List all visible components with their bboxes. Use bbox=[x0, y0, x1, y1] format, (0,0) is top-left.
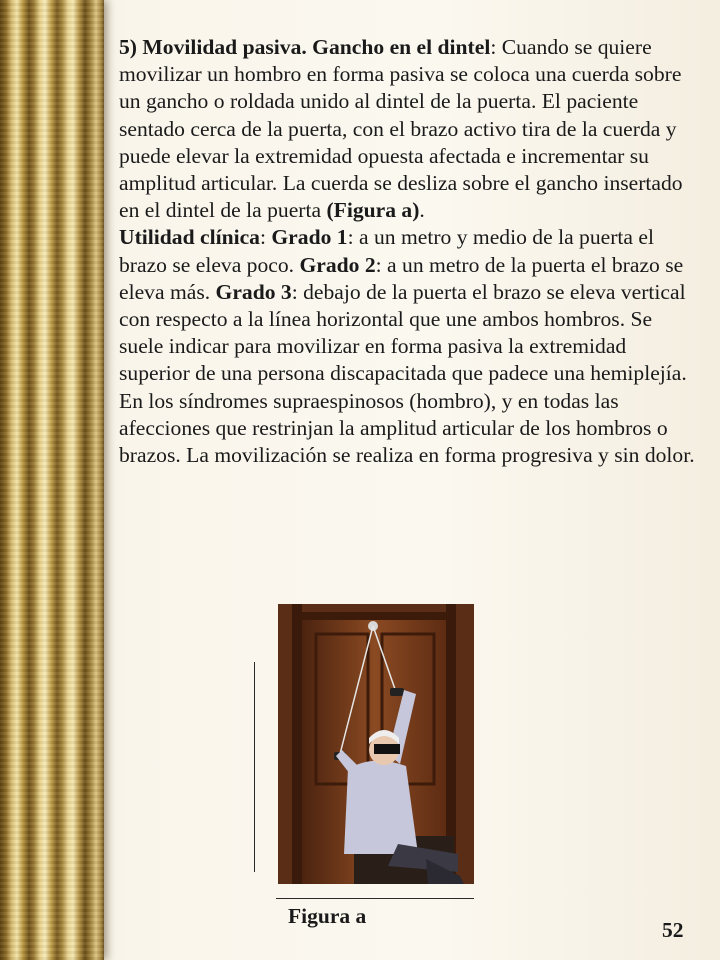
body-text bbox=[119, 34, 699, 469]
page-number: 52 bbox=[662, 918, 684, 942]
grade3-label: Grado 3 bbox=[215, 279, 292, 304]
paragraph-text: : Cuando se quiere movilizar un hombro en forma pasiva se coloca una cuerda sobre un gancho o roldada unido al dintel de la puerta. El paciente sentado cerca de la puerta, con el brazo activo tira de la cuerda y puede elevar la extremidad opuesta afectada e incrementar su amplitud articular. La cuerda se desliza sobre el gancho insertado en el dintel de la puerta bbox=[119, 35, 683, 223]
patient-pulley-photo bbox=[278, 604, 474, 884]
figure-caption: Figura a bbox=[288, 904, 367, 928]
utilidad-heading: Utilidad clínica bbox=[119, 225, 260, 250]
figure-left-rule bbox=[254, 662, 255, 872]
paragraph-heading: 5) Movilidad pasiva. Gancho en el dintel bbox=[119, 35, 491, 59]
grade2-label: Grado 2 bbox=[299, 252, 376, 277]
paragraph-utilidad-clinica bbox=[119, 224, 699, 469]
grade3-text: : debajo de la puerta el brazo se eleva vertical con respecto a la línea horizontal que une ambos hombros. Se suele indicar para movilizar en forma pasiva la extremidad superior de una persona discapacitada que padece una hemiplejía. En los síndromes supraespinosos (hombro), y en todas las afecciones que restrinjan la amplitud articular de los hombros o brazos. La movilización se realiza en forma progresiva y sin dolor. bbox=[119, 279, 695, 468]
grade2-text: : a un metro de la puerta el brazo se eleva más. bbox=[119, 252, 684, 304]
figure-bottom-rule bbox=[276, 898, 474, 899]
paragraph-text-end: . bbox=[419, 198, 425, 223]
photo-illustration bbox=[278, 604, 474, 884]
paragraph-movilidad-pasiva bbox=[119, 34, 699, 224]
figure-reference: (Figura a) bbox=[326, 198, 420, 223]
gold-curtain-decoration bbox=[0, 0, 104, 960]
grade1-text: : a un metro y medio de la puerta el brazo se eleva poco. bbox=[119, 225, 654, 277]
grade1-label: Grado 1 bbox=[271, 225, 348, 250]
separator: : bbox=[259, 225, 272, 250]
